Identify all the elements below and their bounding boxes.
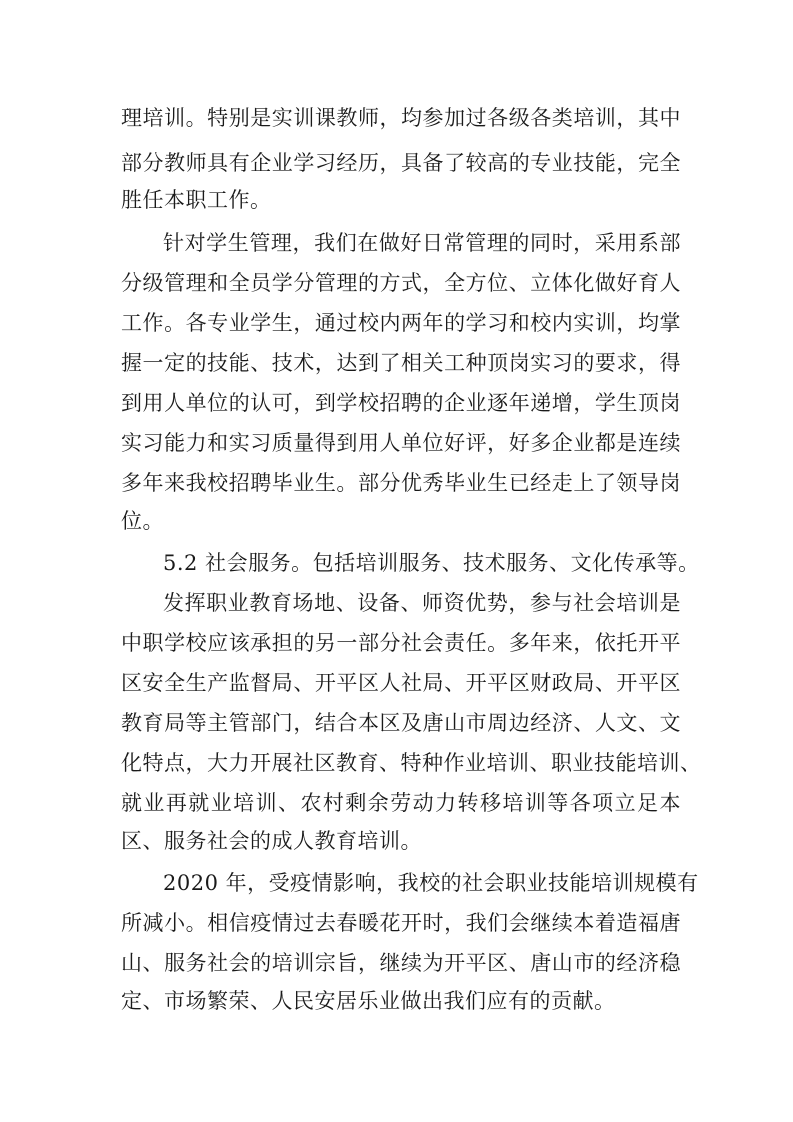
paragraph-first-line: 针对学生管理，我们在做好日常管理的同时，采用系部 xyxy=(163,231,681,255)
text-line: 部分教师具有企业学习经历，具备了较高的专业技能，完全 xyxy=(121,151,681,175)
text-line: 位。 xyxy=(121,509,164,533)
text-line: 到用人单位的认可，到学校招聘的企业逐年递增，学生顶岗 xyxy=(121,391,681,415)
text-line: 分级管理和全员学分管理的方式，全方位、立体化做好育人 xyxy=(121,271,681,295)
text-line: 握一定的技能、技术，达到了相关工种顶岗实习的要求，得 xyxy=(121,351,681,375)
text-line: 化特点，大力开展社区教育、特种作业培训、职业技能培训、 xyxy=(121,751,702,775)
paragraph-first-line: 发挥职业教育场地、设备、师资优势，参与社会培训是 xyxy=(163,591,681,615)
text-line: 所减小。相信疫情过去春暖花开时，我们会继续本着造福唐 xyxy=(121,911,681,935)
paragraph-first-line: 2020 年，受疫情影响，我校的社会职业技能培训规模有 xyxy=(163,871,699,895)
text-line: 实习能力和实习质量得到用人单位好评，好多企业都是连续 xyxy=(121,431,681,455)
text-line: 工作。各专业学生，通过校内两年的学习和校内实训，均掌 xyxy=(121,311,681,335)
text-line: 区、服务社会的成人教育培训。 xyxy=(121,829,422,853)
text-line: 就业再就业培训、农村剩余劳动力转移培训等各项立足本 xyxy=(121,791,681,815)
text-line: 胜任本职工作。 xyxy=(121,188,272,212)
text-line: 中职学校应该承担的另一部分社会责任。多年来，依托开平 xyxy=(121,631,681,655)
text-line: 多年来我校招聘毕业生。部分优秀毕业生已经走上了领导岗 xyxy=(121,471,681,495)
text-line: 山、服务社会的培训宗旨，继续为开平区、唐山市的经济稳 xyxy=(121,951,681,975)
section-heading: 5.2 社会服务。包括培训服务、技术服务、文化传承等。 xyxy=(163,551,700,575)
text-line: 区安全生产监督局、开平区人社局、开平区财政局、开平区 xyxy=(121,671,681,695)
text-line: 定、市场繁荣、人民安居乐业做出我们应有的贡献。 xyxy=(121,989,616,1013)
text-line: 理培训。特别是实训课教师，均参加过各级各类培训，其中 xyxy=(121,106,681,130)
text-line: 教育局等主管部门，结合本区及唐山市周边经济、人文、文 xyxy=(121,711,681,735)
